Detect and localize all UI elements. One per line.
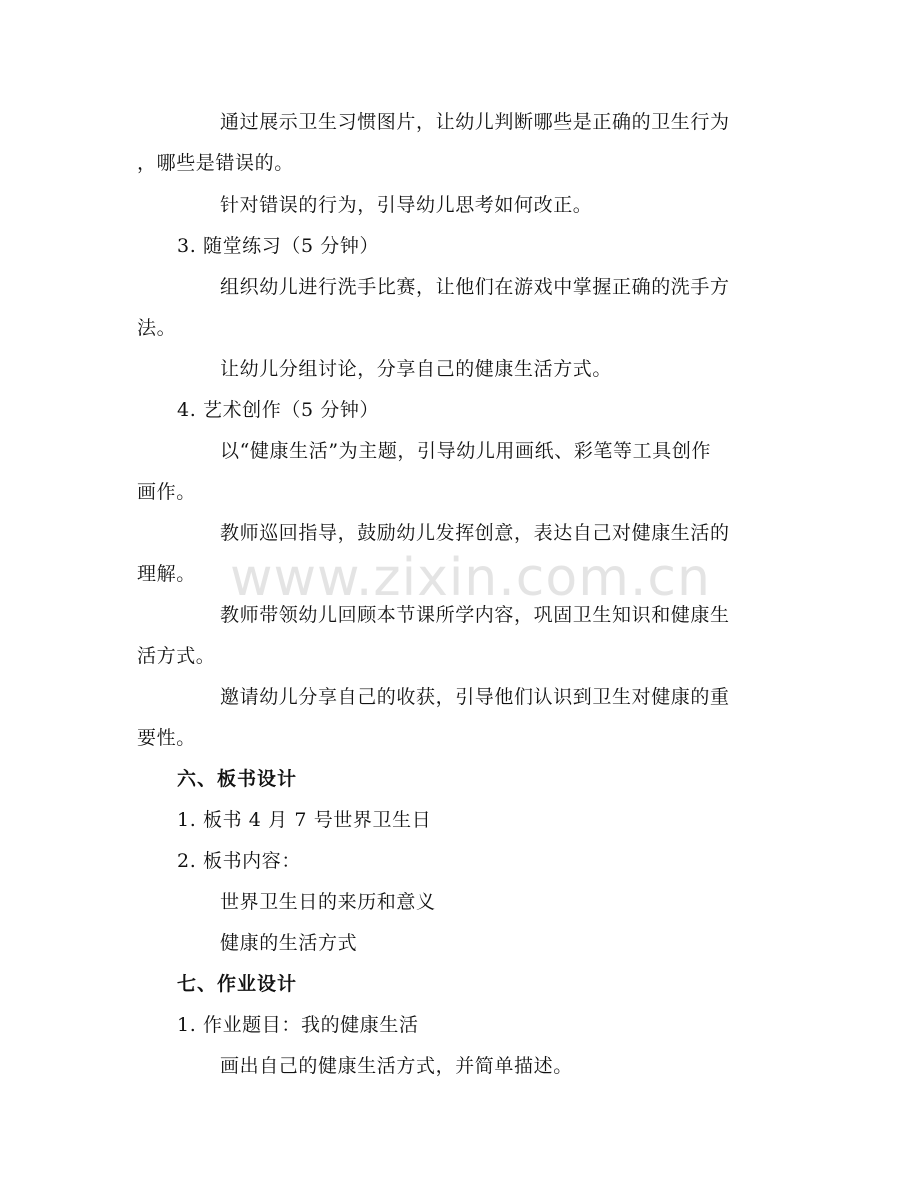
list-item: 1. 板书 4 月 7 号世界卫生日	[177, 809, 432, 831]
paragraph-line: 画出自己的健康生活方式，并简单描述。	[220, 1055, 573, 1077]
section-heading: 六、板书设计	[177, 768, 298, 790]
paragraph-line: 法。	[137, 317, 177, 339]
paragraph-line: 理解。	[137, 563, 196, 585]
watermark: www.zixin.com.cn	[230, 548, 711, 608]
paragraph-line: 教师巡回指导，鼓励幼儿发挥创意，表达自己对健康生活的	[220, 522, 730, 544]
section-heading: 七、作业设计	[177, 973, 298, 995]
list-item: 1. 作业题目：我的健康生活	[177, 1014, 419, 1036]
list-item: 4. 艺术创作（5 分钟）	[177, 399, 380, 421]
paragraph-line: 通过展示卫生习惯图片，让幼儿判断哪些是正确的卫生行为	[220, 111, 730, 133]
paragraph-line: 邀请幼儿分享自己的收获，引导他们认识到卫生对健康的重	[220, 686, 730, 708]
paragraph-line: ，哪些是错误的。	[137, 152, 294, 174]
paragraph-line: 健康的生活方式	[220, 932, 358, 954]
paragraph-line: 要性。	[137, 727, 196, 749]
paragraph-line: 活方式。	[137, 645, 216, 667]
list-item: 3. 随堂练习（5 分钟）	[177, 235, 380, 257]
paragraph-line: 组织幼儿进行洗手比赛，让他们在游戏中掌握正确的洗手方	[220, 276, 730, 298]
paragraph-line: 画作。	[137, 481, 196, 503]
paragraph-line: 针对错误的行为，引导幼儿思考如何改正。	[220, 194, 593, 216]
paragraph-line: 世界卫生日的来历和意义	[220, 891, 436, 913]
list-item: 2. 板书内容：	[177, 850, 301, 872]
paragraph-line: 以“健康生活”为主题，引导幼儿用画纸、彩笔等工具创作	[220, 440, 712, 462]
paragraph-line: 教师带领幼儿回顾本节课所学内容，巩固卫生知识和健康生	[220, 604, 730, 626]
paragraph-line: 让幼儿分组讨论，分享自己的健康生活方式。	[220, 358, 613, 380]
